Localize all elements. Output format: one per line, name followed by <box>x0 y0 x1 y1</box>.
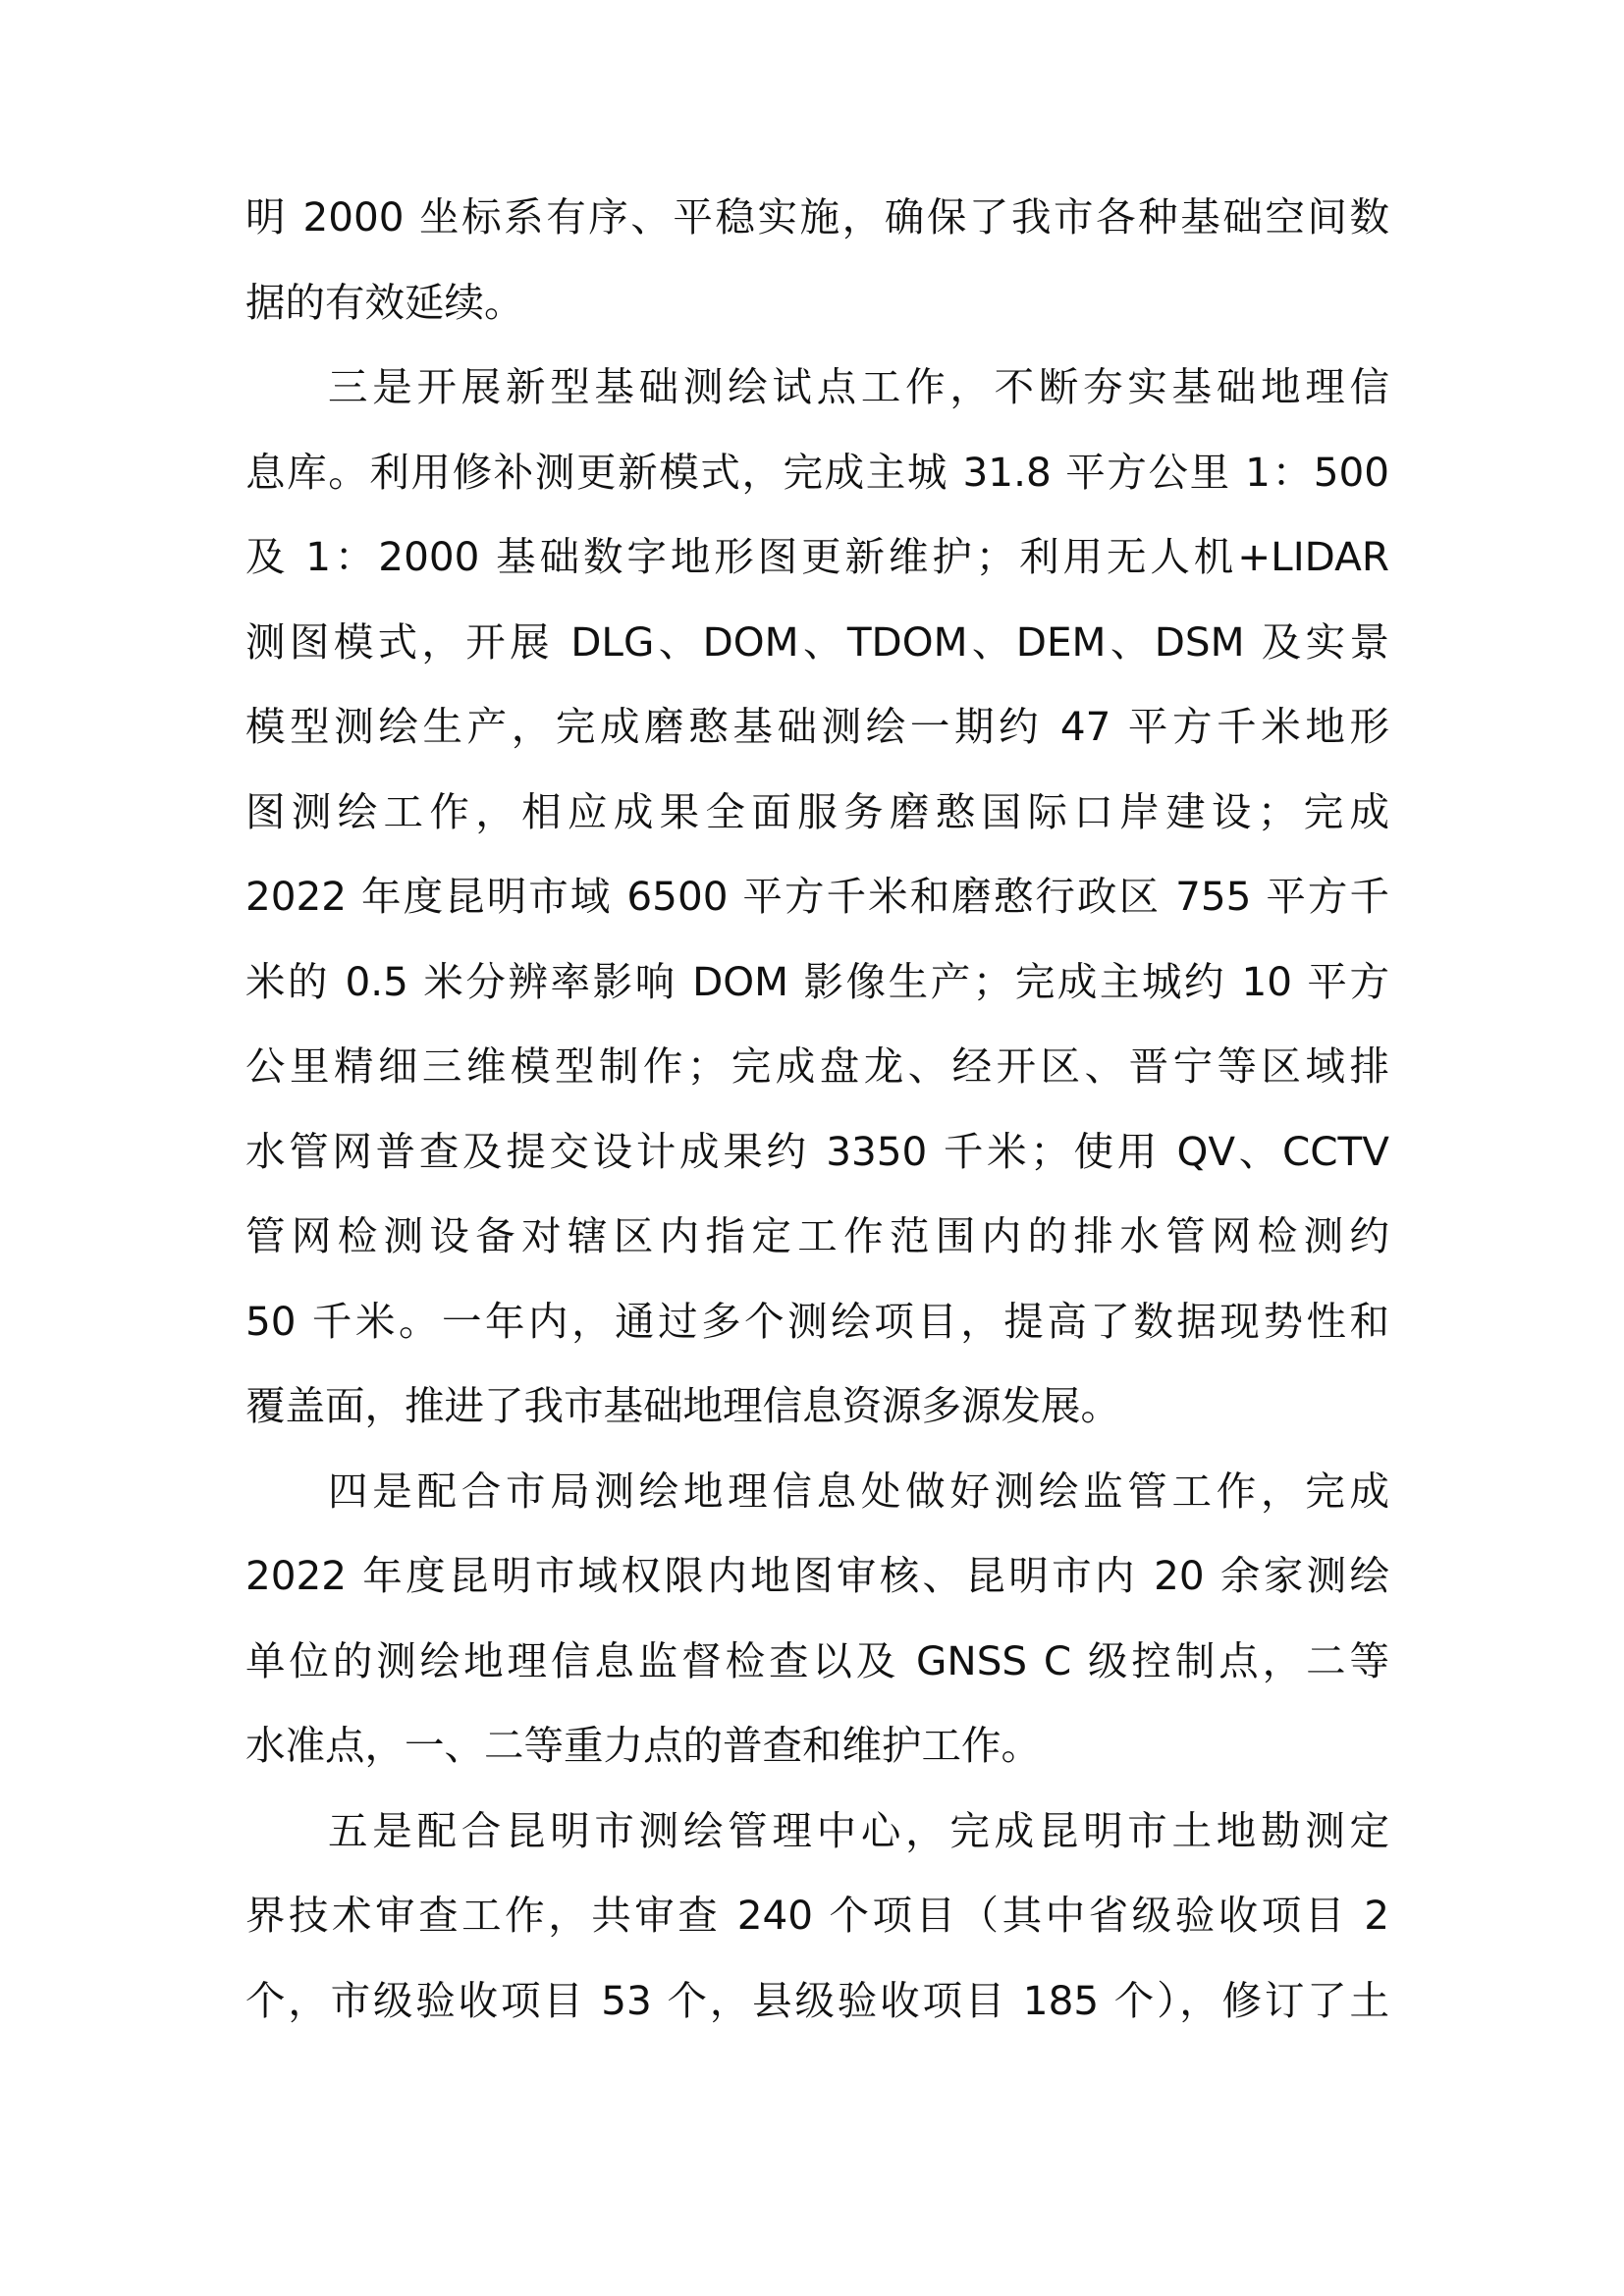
text-line: 测图模式，开展 DLG、DOM、TDOM、DEM、DSM 及实景 <box>245 617 1389 666</box>
text-line: 据的有效延续。 <box>245 278 524 326</box>
text-line: 息库。利用修补测更新模式，完成主城 31.8 平方公里 1：500 <box>245 448 1389 496</box>
text-line: 2022 年度昆明市域 6500 平方千米和磨憨行政区 755 平方千 <box>245 873 1389 920</box>
text-line: 模型测绘生产，完成磨憨基础测绘一期约 47 平方千米地形 <box>245 703 1389 750</box>
text-line: 及 1：2000 基础数字地形图更新维护；利用无人机+LIDAR <box>245 533 1389 580</box>
text-line: 水准点，一、二等重力点的普查和维护工作。 <box>245 1722 1041 1769</box>
text-line: 个，市级验收项目 53 个，县级验收项目 185 个），修订了土 <box>245 1976 1389 2024</box>
paragraph-start-line: 四是配合市局测绘地理信息处做好测绘监管工作，完成 <box>328 1467 1389 1515</box>
text-line: 50 千米。一年内，通过多个测绘项目，提高了数据现势性和 <box>245 1297 1389 1345</box>
text-line: 管网检测设备对辖区内指定工作范围内的排水管网检测约 <box>245 1212 1389 1259</box>
text-line: 覆盖面，推进了我市基础地理信息资源多源发展。 <box>245 1382 1120 1429</box>
text-line: 明 2000 坐标系有序、平稳实施，确保了我市各种基础空间数 <box>245 193 1389 240</box>
paragraph-start-line: 五是配合昆明市测绘管理中心，完成昆明市土地勘测定 <box>328 1806 1389 1854</box>
paragraph-start-line: 三是开展新型基础测绘试点工作，不断夯实基础地理信 <box>328 363 1389 410</box>
text-line: 水管网普查及提交设计成果约 3350 千米；使用 QV、CCTV <box>245 1127 1389 1175</box>
text-line: 2022 年度昆明市域权限内地图审核、昆明市内 20 余家测绘 <box>245 1552 1389 1599</box>
text-line: 公里精细三维模型制作；完成盘龙、经开区、晋宁等区域排 <box>245 1042 1389 1090</box>
text-line: 界技术审查工作，共审查 240 个项目（其中省级验收项目 2 <box>245 1892 1389 1939</box>
text-line: 单位的测绘地理信息监督检查以及 GNSS C 级控制点，二等 <box>245 1636 1389 1684</box>
text-line: 米的 0.5 米分辨率影响 DOM 影像生产；完成主城约 10 平方 <box>245 957 1389 1005</box>
document-body <box>245 175 1389 2043</box>
text-line: 图测绘工作，相应成果全面服务磨憨国际口岸建设；完成 <box>245 787 1389 835</box>
